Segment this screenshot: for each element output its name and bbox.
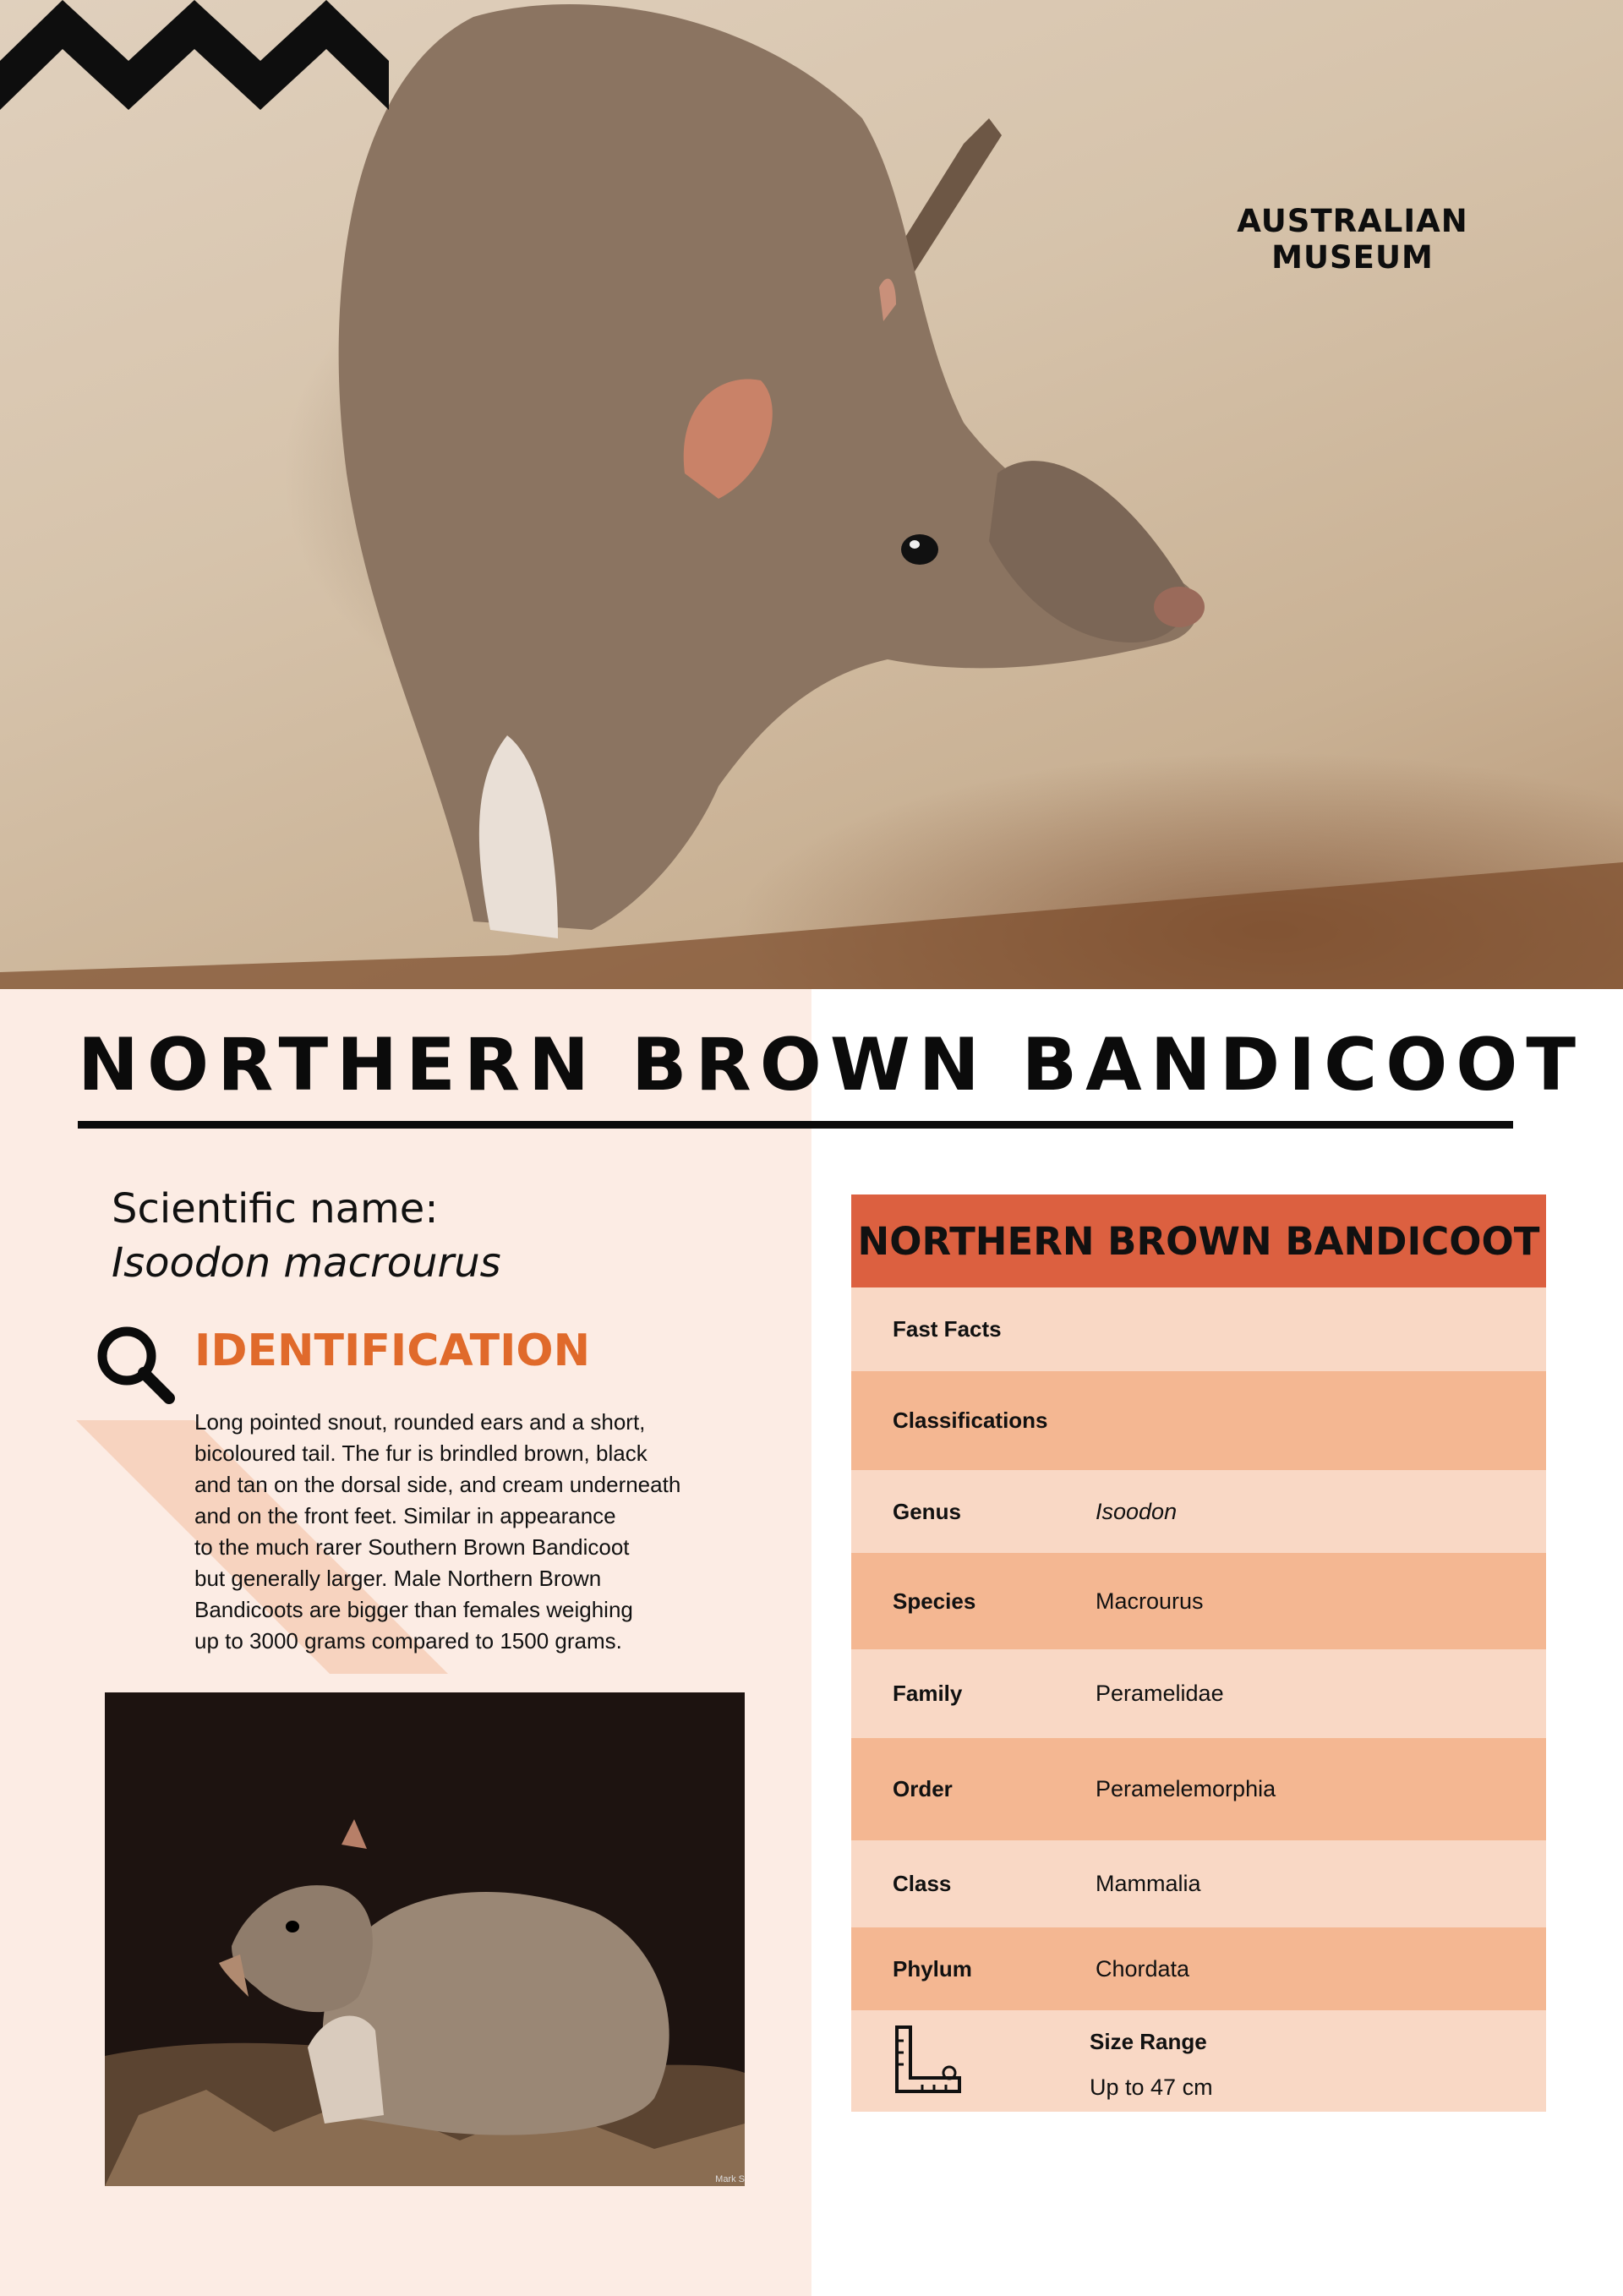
australian-museum-logo-icon <box>0 0 389 110</box>
table-row <box>851 1649 1546 1738</box>
size-range-label: Size Range <box>1090 2029 1207 2054</box>
ruler-icon <box>893 2024 963 2095</box>
fast-facts-row <box>851 1287 1546 1371</box>
table-row <box>851 1738 1546 1840</box>
classifications-row <box>851 1371 1546 1470</box>
identification-line: up to 3000 grams compared to 1500 grams. <box>194 1628 622 1654</box>
row-label: Species <box>893 1588 976 1614</box>
magnifier-icon <box>91 1320 176 1405</box>
row-label: Phylum <box>893 1955 972 1982</box>
row-value: Mammalia <box>1096 1871 1201 1896</box>
hero-photo <box>0 0 1623 989</box>
size-range-value: Up to 47 cm <box>1090 2075 1213 2100</box>
identification-text <box>194 1407 727 1657</box>
photo-credit: Mark S <box>715 2174 745 2184</box>
identification-line: bicoloured tail. The fur is brindled brown, black <box>194 1440 648 1466</box>
row-label: Class <box>893 1871 952 1896</box>
row-value: Isoodon <box>1096 1498 1178 1524</box>
identification-line: and on the front feet. Similar in appearance <box>194 1503 616 1528</box>
identification-line: to the much rarer Southern Brown Bandicoot <box>194 1534 630 1560</box>
identification-heading: IDENTIFICATION <box>194 1326 591 1376</box>
row-value: Peramelemorphia <box>1096 1776 1276 1801</box>
scientific-name: Isoodon macrourus <box>112 1239 501 1287</box>
fact-table <box>851 1194 1546 2112</box>
table-row <box>851 1553 1546 1649</box>
row-value: Macrourus <box>1096 1588 1204 1614</box>
scientific-name-label: Scientific name: <box>112 1185 439 1233</box>
table-row <box>851 1470 1546 1553</box>
fast-facts-label: Fast Facts <box>893 1316 1002 1342</box>
row-value: Peramelidae <box>1096 1681 1224 1706</box>
logo-wordmark: AUSTRALIAN MUSEUM <box>1237 203 1468 276</box>
table-row <box>851 1840 1546 1927</box>
row-value: Chordata <box>1096 1955 1190 1982</box>
identification-line: and tan on the dorsal side, and cream underneath <box>194 1472 681 1497</box>
fact-table-header: NORTHERN BROWN BANDICOOT <box>851 1194 1546 1287</box>
identification-line: Long pointed snout, rounded ears and a short, <box>194 1409 646 1435</box>
size-range-row <box>851 2010 1546 2112</box>
row-label: Order <box>893 1776 953 1801</box>
classifications-label: Classifications <box>893 1408 1048 1433</box>
page-title: NORTHERN BROWN BANDICOOT <box>78 1023 1585 1107</box>
row-label: Genus <box>893 1498 961 1524</box>
bandicoot-photo-illustration <box>105 1692 745 2186</box>
identification-line: but generally larger. Male Northern Brown <box>194 1566 602 1591</box>
title-divider <box>78 1121 1513 1129</box>
secondary-photo <box>105 1692 745 2186</box>
identification-line: Bandicoots are bigger than females weighing <box>194 1597 633 1622</box>
row-label: Family <box>893 1681 963 1706</box>
table-row <box>851 1927 1546 2010</box>
bandicoot-illustration <box>0 0 1623 989</box>
